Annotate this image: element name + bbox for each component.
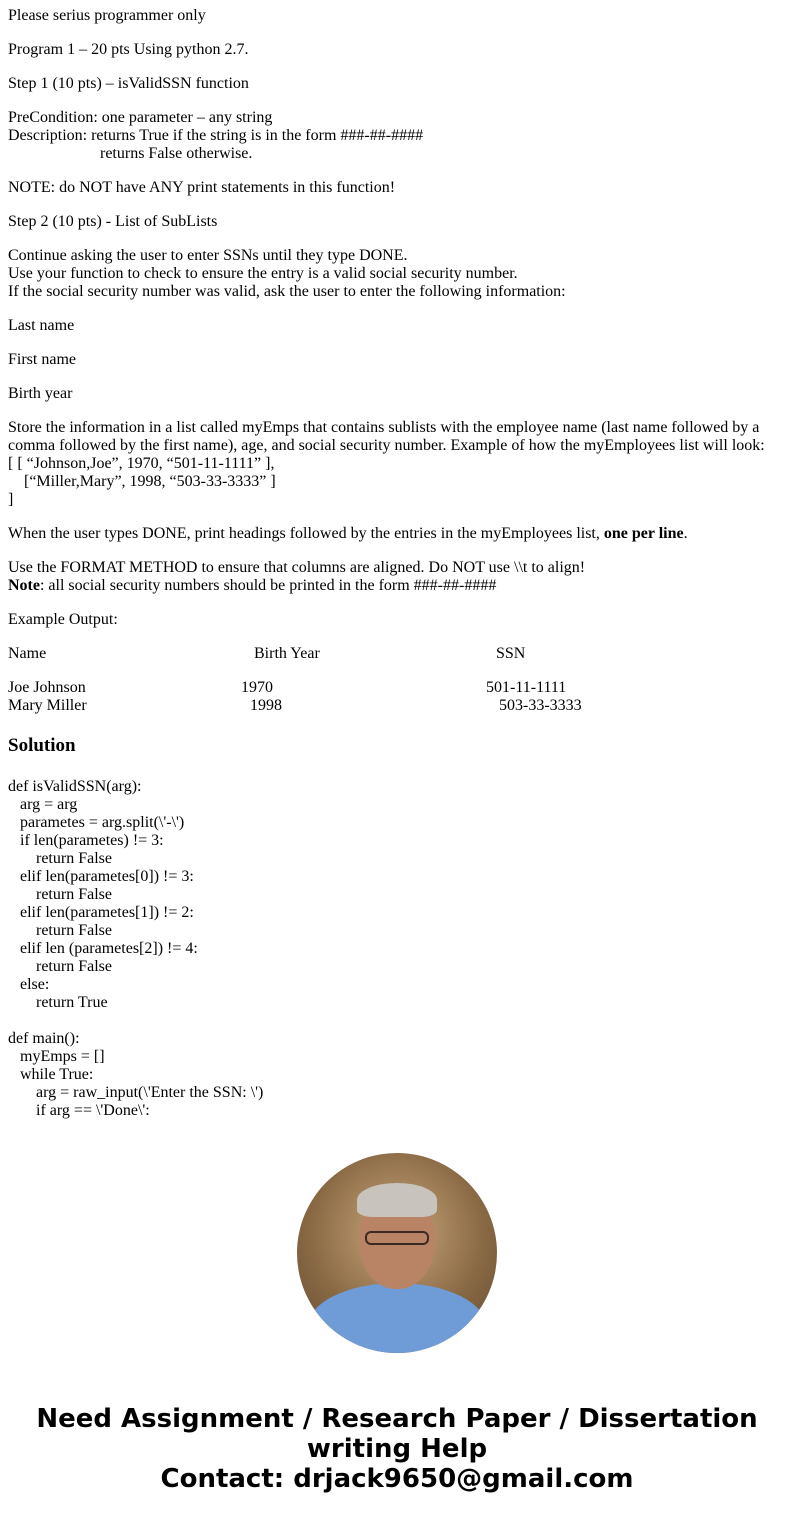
code-line: arg = raw_input(\'Enter the SSN: \')	[36, 1084, 264, 1101]
note2-label: Note	[8, 577, 40, 594]
intro-text: Please serius programmer only	[8, 7, 206, 24]
code-line: return False	[36, 886, 112, 903]
avatar-shirt	[307, 1283, 487, 1353]
code-line: myEmps = []	[20, 1048, 105, 1065]
header-ssn: SSN	[496, 645, 526, 662]
code-line: parametes = arg.split(\'-\')	[20, 814, 185, 831]
step2-line: Continue asking the user to enter SSNs until they type DONE.	[8, 247, 408, 264]
cell-name: Mary Miller	[8, 697, 87, 714]
table-row	[8, 679, 786, 697]
avatar	[297, 1153, 497, 1353]
note2-line	[8, 577, 786, 595]
list-example-line: [“Miller,Mary”, 1998, “503-33-3333” ]	[8, 473, 276, 490]
field-birth-year: Birth year	[8, 385, 73, 402]
store-text: Store the information in a list called myEmps that contains sublists with the employee name (last name followed by a comma followed by the first name), age, and social security number. Example of how the myEmployees list will look:	[8, 419, 765, 454]
code-line: if len(parametes) != 3:	[20, 832, 164, 849]
step1-title: Step 1 (10 pts) – isValidSSN function	[8, 75, 249, 92]
step2-title: Step 2 (10 pts) - List of SubLists	[8, 213, 218, 230]
cell-ssn: 503-33-3333	[499, 697, 582, 714]
header-birth-year: Birth Year	[254, 645, 320, 662]
code-line: return False	[36, 922, 112, 939]
field-first-name: First name	[8, 351, 76, 368]
store-instructions	[8, 419, 786, 509]
avatar-hair	[357, 1183, 437, 1217]
code-line: elif len (parametes[2]) != 4:	[20, 940, 198, 957]
done-text-end: .	[683, 525, 688, 542]
cell-ssn: 501-11-1111	[486, 679, 567, 696]
example-output-label: Example Output:	[8, 611, 118, 628]
done-instructions	[8, 525, 786, 543]
code-line: while True:	[20, 1066, 94, 1083]
cell-birth-year: 1998	[250, 697, 282, 714]
banner-line: Need Assignment / Research Paper / Dissertation	[36, 1404, 758, 1434]
code-line: return False	[36, 850, 112, 867]
note2-text: : all social security numbers should be printed in the form ###-##-####	[39, 577, 497, 594]
code-line	[8, 1012, 786, 1030]
list-example-line: [ [ “Johnson,Joe”, 1970, “501-11-1111” ],	[8, 455, 275, 472]
avatar-glasses	[365, 1231, 429, 1245]
format-block	[8, 559, 786, 595]
done-text-bold: one per line	[603, 525, 684, 542]
code-line: if arg == \'Done\':	[36, 1102, 150, 1119]
code-line: return True	[36, 994, 108, 1011]
contact-banner	[0, 1404, 794, 1494]
code-line: elif len(parametes[1]) != 2:	[20, 904, 194, 921]
precondition-text: PreCondition: one parameter – any string	[8, 109, 273, 126]
description-continuation: returns False otherwise.	[100, 145, 253, 162]
document-body	[8, 7, 786, 775]
banner-line: writing Help	[306, 1434, 488, 1464]
cell-birth-year: 1970	[241, 679, 273, 696]
code-line: elif len(parametes[0]) != 3:	[20, 868, 194, 885]
code-line: def isValidSSN(arg):	[8, 778, 142, 795]
header-name: Name	[8, 645, 47, 662]
code-line: def main():	[8, 1030, 80, 1047]
done-text: When the user types DONE, print headings followed by the entries in the myEmployees list,	[8, 525, 604, 542]
output-table-header	[8, 645, 786, 663]
solution-code	[8, 778, 786, 1123]
step2-line: If the social security number was valid, ask the user to enter the following information:	[8, 283, 566, 300]
solution-heading: Solution	[8, 735, 76, 756]
banner-contact: Contact: drjack9650@gmail.com	[160, 1464, 634, 1494]
description-text: Description: returns True if the string is in the form ###-##-####	[8, 127, 424, 144]
program-title: Program 1 – 20 pts Using python 2.7.	[8, 41, 249, 58]
format-text: Use the FORMAT METHOD to ensure that columns are aligned. Do NOT use \\t to align!	[8, 559, 586, 576]
code-line: arg = arg	[20, 796, 78, 813]
table-row	[8, 697, 786, 715]
list-example-line: ]	[8, 491, 14, 508]
code-line: else:	[20, 976, 50, 993]
cell-name: Joe Johnson	[8, 679, 86, 696]
step2-instructions	[8, 247, 786, 301]
code-line: return False	[36, 958, 112, 975]
precondition-block	[8, 109, 786, 163]
note1-text: NOTE: do NOT have ANY print statements in this function!	[8, 179, 396, 196]
field-last-name: Last name	[8, 317, 75, 334]
step2-line: Use your function to check to ensure the entry is a valid social security number.	[8, 265, 518, 282]
